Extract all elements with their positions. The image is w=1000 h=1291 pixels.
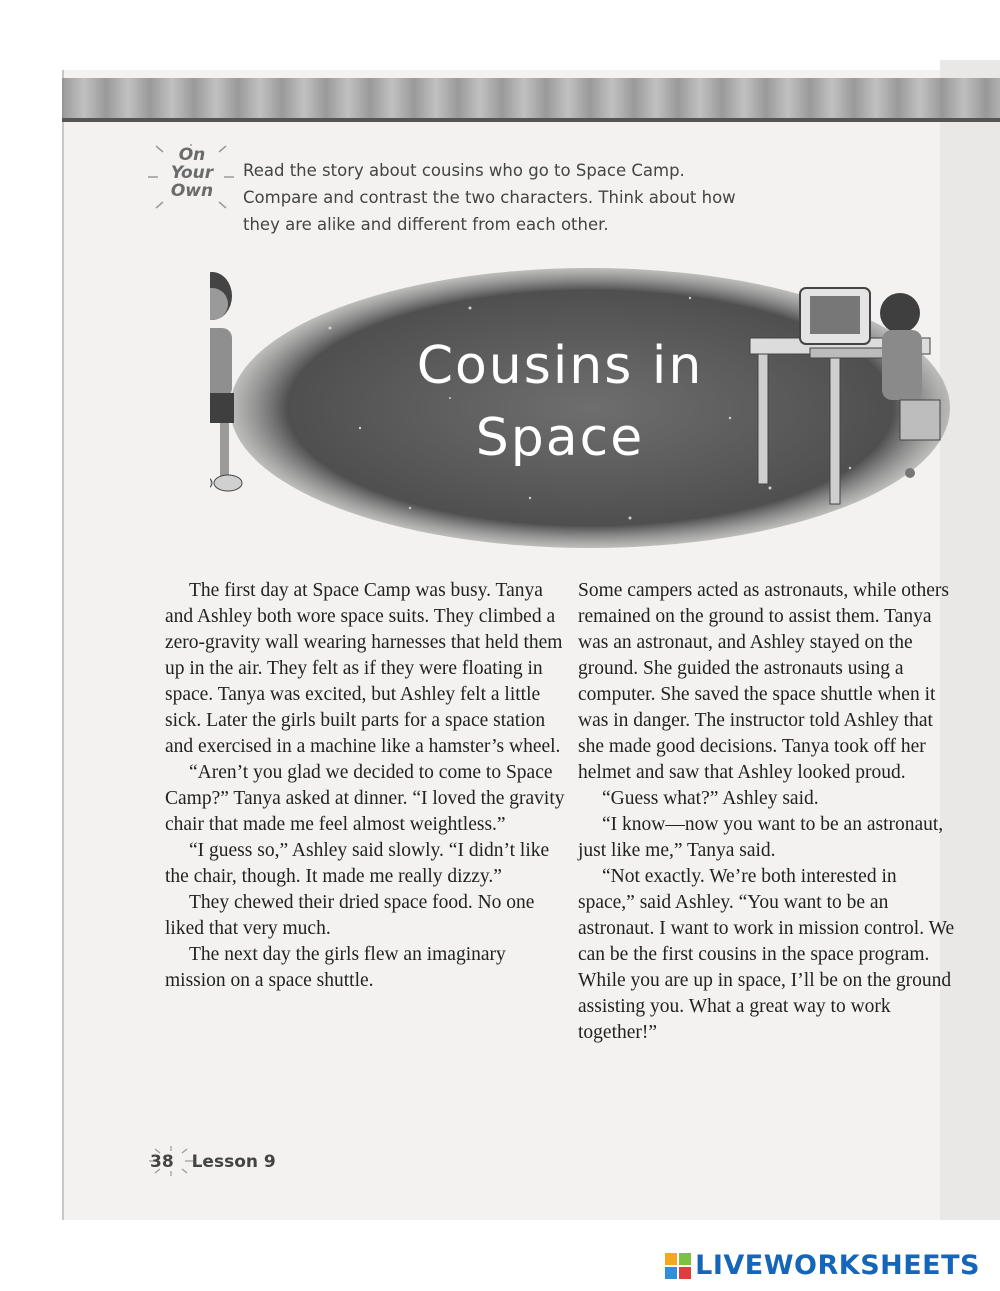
story-column-right <box>578 578 956 1046</box>
logo-text: LIVEWORKSHEETS <box>695 1250 980 1281</box>
paragraph: “Aren’t you glad we decided to come to Space Camp?” Tanya asked at dinner. “I loved the gravity chair that made me feel almost weightless.” <box>165 762 565 835</box>
paragraph: Some campers acted as astronauts, while others remained on the ground to assist them. Tanya was an astronaut, and Ashley stayed on the ground. She guided the astronauts using a computer. She saved the space shuttle when it was in danger. The instructor told Ashley that she made good decisions. Tanya took off her helmet and saw that Ashley looked proud. <box>578 580 949 783</box>
paragraph: “Not exactly. We’re both interested in space,” said Ashley. “You want to be an astronaut. I want to work in mission control. We can be the first cousins in the space program. While you are up in space, I’ll be on the ground assisting you. What a great way to work together!” <box>578 866 955 1043</box>
paragraph: The next day the girls flew an imaginary mission on a space shuttle. <box>165 944 506 991</box>
liveworksheets-logo[interactable] <box>665 1250 980 1281</box>
paragraph: “Guess what?” Ashley said. <box>602 788 819 809</box>
decorative-top-band <box>62 78 1000 118</box>
story-title <box>360 330 760 474</box>
paragraph: The first day at Space Camp was busy. Tanya and Ashley both wore space suits. They climbed a zero-gravity wall wearing harnesses that held them up in the air. They felt as if they were floating in space. Tanya was excited, but Ashley felt a little sick. Later the girls built parts for a space station and exercised in a machine like a hamster’s wheel. <box>165 580 563 757</box>
badge-line-own: Own <box>170 181 214 201</box>
paragraph: “I know—now you want to be an astronaut, just like me,” Tanya said. <box>578 814 944 861</box>
story-title-line2: Space <box>475 408 645 468</box>
page-number: 38 <box>150 1152 174 1172</box>
top-band-divider <box>62 118 1000 122</box>
paragraph: They chewed their dried space food. No one liked that very much. <box>165 892 535 939</box>
liveworksheets-logo-icon <box>665 1253 691 1279</box>
badge-line-your: Your <box>170 163 214 183</box>
on-your-own-badge <box>152 146 232 200</box>
lesson-label: Lesson 9 <box>191 1152 276 1172</box>
paragraph: “I guess so,” Ashley said slowly. “I didn’t like the chair, though. It made me really dizzy.” <box>165 840 550 887</box>
page-footer <box>150 1152 276 1172</box>
badge-line-on: On <box>178 145 206 165</box>
instructions-text: Read the story about cousins who go to Space Camp. Compare and contrast the two characters. Think about how they are alike and different from each other. <box>243 161 736 234</box>
story-column-left <box>165 578 565 994</box>
story-title-line1: Cousins in <box>416 336 704 396</box>
